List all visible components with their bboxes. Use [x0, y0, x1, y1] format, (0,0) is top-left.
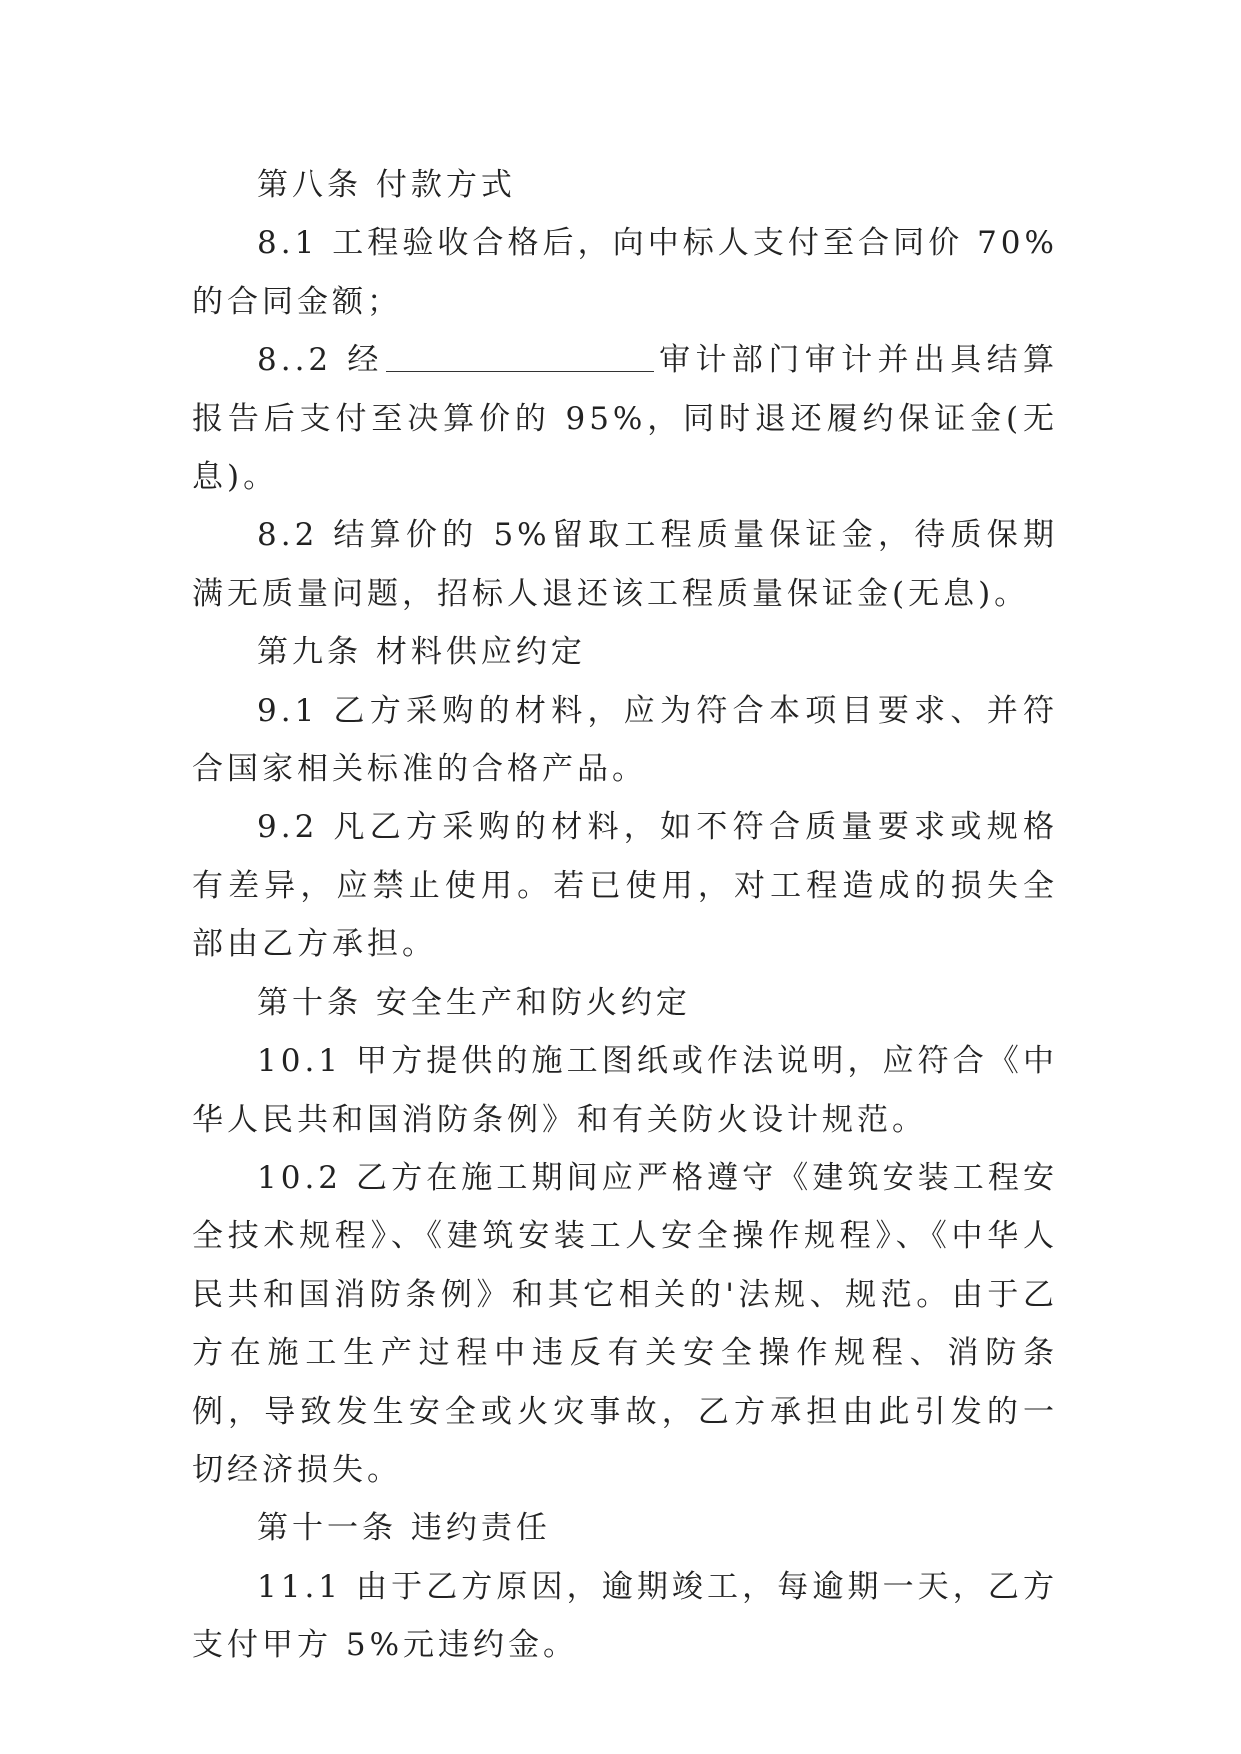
clause-8-2b: 8.2 结算价的 5%留取工程质量保证金，待质保期满无质量问题，招标人退还该工程质量保证金(无息)。: [192, 517, 1058, 612]
document-body: [192, 156, 1058, 1675]
clause-8-2a: [192, 331, 1058, 506]
clause-8-2a-prefix: 8..2 经: [257, 342, 384, 379]
article-8-heading: 第八条 付款方式: [257, 167, 516, 203]
fill-in-blank: [386, 341, 654, 372]
clause-10-2: 10.2 乙方在施工期间应严格遵守《建筑安装工程安全技术规程》、《建筑安装工人安全操作规程》、《中华人民共和国消防条例》和其它相关的'法规、规范。由于乙方在施工生产过程中违反有关安全操作规程、消防条例，导致发生安全或火灾事故，乙方承担由此引发的一切经济损失。: [192, 1159, 1058, 1488]
clause-8-2a-suffix: 审计部门审计并出具结算报告后支付至决算价的 95%，同时退还履约保证金(无息)。: [192, 342, 1058, 496]
clause-11-1: 11.1 由于乙方原因，逾期竣工，每逾期一天，乙方支付甲方 5%元违约金。: [192, 1568, 1058, 1664]
clause-9-2: 9.2 凡乙方采购的材料，如不符合质量要求或规格有差异，应禁止使用。若已使用，对工程造成的损失全部由乙方承担。: [192, 809, 1058, 963]
article-10-heading: 第十条 安全生产和防火约定: [257, 984, 691, 1021]
article-9-heading: 第九条 材料供应约定: [257, 634, 586, 671]
clause-9-1: 9.1 乙方采购的材料，应为符合本项目要求、并符合国家相关标准的合格产品。: [192, 692, 1058, 788]
article-11-heading: 第十一条 违约责任: [257, 1510, 551, 1547]
clause-10-1: 10.1 甲方提供的施工图纸或作法说明，应符合《中华人民共和国消防条例》和有关防火设计规范。: [192, 1043, 1058, 1138]
clause-8-1: 8.1 工程验收合格后，向中标人支付至合同价 70%的合同金额；: [192, 225, 1058, 320]
